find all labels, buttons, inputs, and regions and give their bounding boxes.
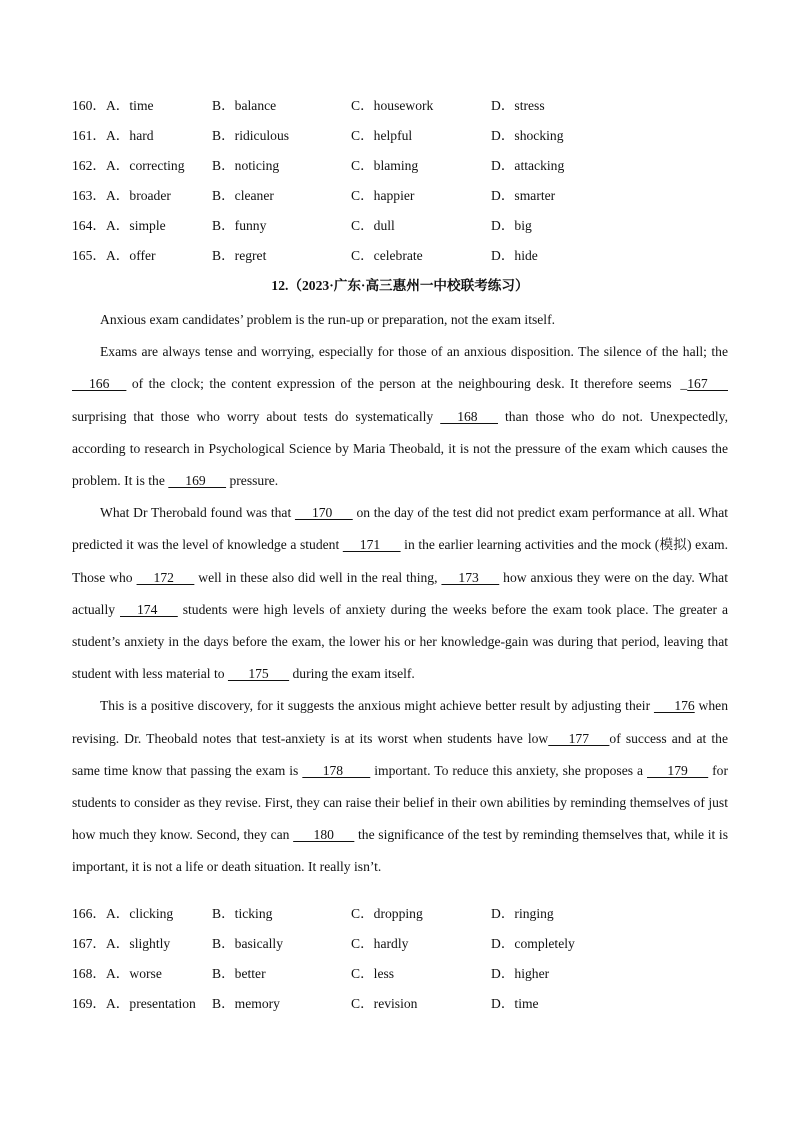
option-d[interactable]: D．completely: [491, 936, 575, 951]
option-c[interactable]: C．dull: [351, 218, 395, 233]
option-b[interactable]: B．basically: [212, 936, 283, 951]
blank-167-start[interactable]: _: [677, 376, 688, 392]
option-c[interactable]: C．revision: [351, 996, 418, 1011]
blank-176[interactable]: 176: [653, 698, 695, 714]
option-row-168: [72, 964, 732, 994]
option-row-161: [72, 126, 732, 156]
option-b[interactable]: B．ticking: [212, 906, 273, 921]
blank-170[interactable]: 170: [294, 505, 353, 521]
option-b[interactable]: B．memory: [212, 996, 280, 1011]
option-a[interactable]: 169．A．presentation: [72, 996, 196, 1011]
option-a[interactable]: 168．A．worse: [72, 966, 162, 981]
blank-169[interactable]: 169: [168, 473, 227, 489]
option-d[interactable]: D．stress: [491, 98, 545, 113]
option-b[interactable]: B．ridiculous: [212, 128, 290, 143]
blank-175[interactable]: 175: [227, 666, 290, 682]
paragraph-1: Anxious exam candidates’ problem is the run-up or preparation, not the exam itself.: [100, 312, 556, 327]
blank-174[interactable]: 174: [120, 601, 178, 617]
option-a[interactable]: 162．A．correcting: [72, 158, 185, 173]
option-d[interactable]: D．attacking: [491, 158, 565, 173]
option-c[interactable]: C．housework: [351, 98, 434, 113]
option-row-166: [72, 904, 732, 934]
option-c[interactable]: C．happier: [351, 188, 415, 203]
option-a[interactable]: 161．A．hard: [72, 128, 154, 143]
option-row-169: [72, 994, 732, 1024]
option-b[interactable]: B．noticing: [212, 158, 280, 173]
option-d[interactable]: D．smarter: [491, 188, 556, 203]
option-d[interactable]: D．ringing: [491, 906, 554, 921]
option-c[interactable]: C．blaming: [351, 158, 419, 173]
paragraph-4: This is a positive discovery, for it suggests the anxious might achieve better result by adjusting their 176 when revising. Dr. Theobald notes that test-anxiety is at its worst when students have low 177 of success and at the same time know that passing the exam is 178 important. To reduce this anxiety, she proposes a 179 for students to consider as they revise. First, they can raise their belief in their own abilities by reminding themselves of just how much they know. Second, they can 180 the significance of the test by reminding themselves that, while it is important, it is not a life or death situation. It really isn’t.: [72, 690, 728, 883]
option-b[interactable]: B．regret: [212, 248, 267, 263]
option-d[interactable]: D．shocking: [491, 128, 564, 143]
option-c[interactable]: C．less: [351, 966, 395, 981]
option-a[interactable]: 167．A．slightly: [72, 936, 171, 951]
option-c[interactable]: C．dropping: [351, 906, 423, 921]
option-c[interactable]: C．hardly: [351, 936, 409, 951]
option-b[interactable]: B．better: [212, 966, 266, 981]
blank-171[interactable]: 171: [342, 537, 401, 553]
option-a[interactable]: 160．A．time: [72, 98, 154, 113]
blank-168[interactable]: 168: [440, 408, 498, 424]
option-a[interactable]: 164．A．simple: [72, 218, 166, 233]
blank-173[interactable]: 173: [441, 569, 500, 585]
options-list-160-165: [72, 96, 732, 276]
option-row-163: [72, 186, 732, 216]
blank-172[interactable]: 172: [136, 569, 195, 585]
blank-177[interactable]: 177: [548, 730, 610, 746]
option-c[interactable]: C．helpful: [351, 128, 413, 143]
paragraph-2: Exams are always tense and worrying, especially for those of an anxious disposition. The silence of the hall; the 166 of the clock; the content expression of the person at the neighbouring desk. It therefore seems _167 surprising that those who worry about tests do systematically 168 than those who do not. Unexpectedly, according to research in Psychological Science by Maria Theobald, it is not the pressure of the exam which causes the problem. It is the 169 pressure.: [72, 336, 728, 497]
option-row-160: [72, 96, 732, 126]
blank-167[interactable]: 167: [687, 376, 728, 392]
option-row-167: [72, 934, 732, 964]
option-d[interactable]: D．time: [491, 996, 539, 1011]
option-row-165: [72, 246, 732, 276]
option-row-162: [72, 156, 732, 186]
option-c[interactable]: C．celebrate: [351, 248, 423, 263]
blank-166[interactable]: 166: [72, 376, 127, 392]
option-d[interactable]: D．big: [491, 218, 532, 233]
options-list-166-169: [72, 904, 732, 1024]
option-a[interactable]: 165．A．offer: [72, 248, 156, 263]
option-b[interactable]: B．balance: [212, 98, 277, 113]
option-d[interactable]: D．higher: [491, 966, 550, 981]
option-b[interactable]: B．funny: [212, 218, 267, 233]
paragraph-3: What Dr Therobald found was that 170 on the day of the test did not predict exam performance at all. What predicted it was the level of knowledge a student 171 in the earlier learning activities and the mock (模拟) exam. Those who 172 well in these also did well in the real thing, 173 how anxious they were on the day. What actually 174 students were high levels of anxiety during the weeks before the exam took place. The greater a student’s anxiety in the days before the exam, the lower his or her knowledge-gain was during that period, leaving that student with less material to 175 during the exam itself.: [72, 497, 728, 690]
blank-179[interactable]: 179: [647, 762, 709, 778]
blank-178[interactable]: 178: [302, 762, 371, 778]
option-a[interactable]: 166．A．clicking: [72, 906, 174, 921]
cloze-passage: [72, 304, 728, 884]
option-d[interactable]: D．hide: [491, 248, 538, 263]
option-a[interactable]: 163．A．broader: [72, 188, 171, 203]
option-row-164: [72, 216, 732, 246]
blank-180[interactable]: 180: [293, 827, 355, 843]
option-b[interactable]: B．cleaner: [212, 188, 274, 203]
question-title: 12.（2023·广东·高三惠州一中校联考练习）: [271, 278, 529, 293]
